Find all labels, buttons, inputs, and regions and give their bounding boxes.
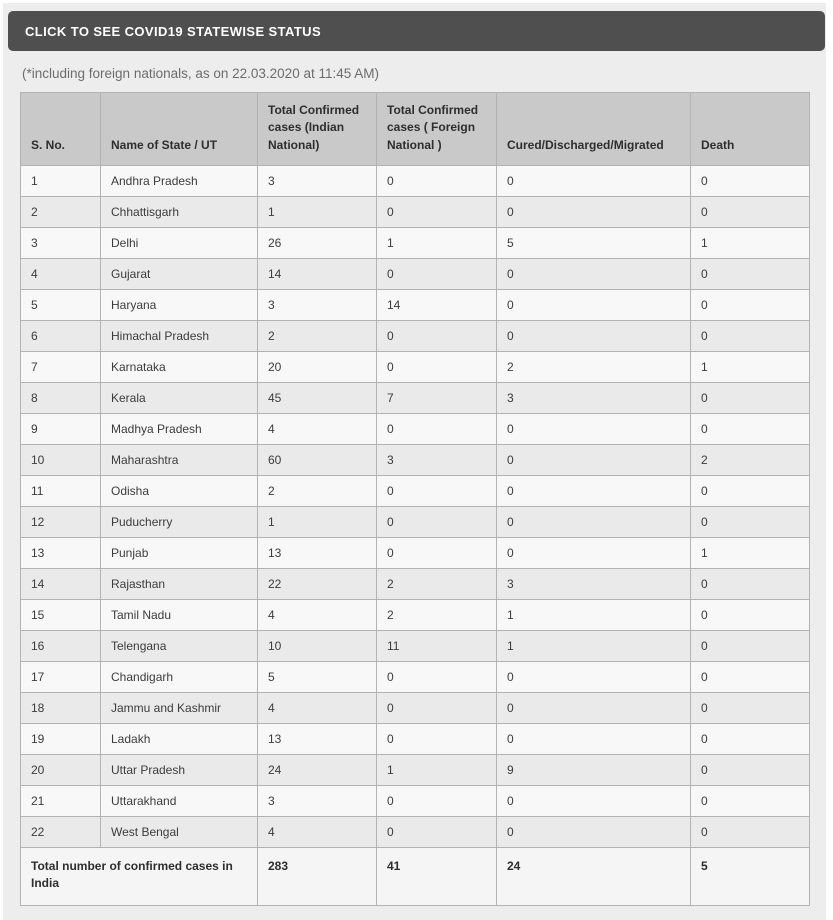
death-cell: 0: [691, 693, 810, 724]
confirmed-foreign-cell: 0: [377, 538, 497, 569]
table-header-row: [21, 93, 810, 166]
confirmed-foreign-cell: 7: [377, 383, 497, 414]
death-cell: 0: [691, 817, 810, 848]
serial-cell: 8: [21, 383, 101, 414]
state-name-cell: Uttarakhand: [101, 786, 258, 817]
serial-cell: 6: [21, 321, 101, 352]
confirmed-indian-cell: 1: [258, 197, 377, 228]
confirmed-foreign-cell: 0: [377, 507, 497, 538]
cured-cell: 0: [497, 445, 691, 476]
cured-cell: 0: [497, 290, 691, 321]
table-row: [21, 600, 810, 631]
column-header-state: Name of State / UT: [101, 93, 258, 166]
table-row: [21, 290, 810, 321]
death-cell: 0: [691, 662, 810, 693]
confirmed-foreign-cell: 0: [377, 662, 497, 693]
cured-cell: 0: [497, 724, 691, 755]
cured-cell: 0: [497, 507, 691, 538]
serial-cell: 17: [21, 662, 101, 693]
confirmed-foreign-cell: 11: [377, 631, 497, 662]
cured-cell: 9: [497, 755, 691, 786]
serial-cell: 14: [21, 569, 101, 600]
death-cell: 1: [691, 352, 810, 383]
column-header-serial: S. No.: [21, 93, 101, 166]
state-name-cell: Jammu and Kashmir: [101, 693, 258, 724]
confirmed-indian-cell: 26: [258, 228, 377, 259]
death-cell: 0: [691, 786, 810, 817]
table-row: [21, 197, 810, 228]
serial-cell: 12: [21, 507, 101, 538]
table-row: [21, 755, 810, 786]
confirmed-foreign-cell: 0: [377, 259, 497, 290]
table-footer: [21, 848, 810, 906]
confirmed-foreign-cell: 1: [377, 228, 497, 259]
confirmed-foreign-cell: 0: [377, 321, 497, 352]
death-cell: 0: [691, 259, 810, 290]
column-header-cured: Cured/Discharged/Migrated: [497, 93, 691, 166]
state-name-cell: Chandigarh: [101, 662, 258, 693]
confirmed-indian-cell: 4: [258, 600, 377, 631]
confirmed-indian-cell: 45: [258, 383, 377, 414]
confirmed-indian-cell: 4: [258, 693, 377, 724]
serial-cell: 22: [21, 817, 101, 848]
confirmed-indian-cell: 14: [258, 259, 377, 290]
death-cell: 0: [691, 755, 810, 786]
table-row: [21, 569, 810, 600]
table-body: [21, 166, 810, 848]
cured-cell: 3: [497, 383, 691, 414]
serial-cell: 4: [21, 259, 101, 290]
confirmed-foreign-cell: 0: [377, 166, 497, 197]
death-cell: 0: [691, 321, 810, 352]
confirmed-foreign-cell: 1: [377, 755, 497, 786]
cured-cell: 5: [497, 228, 691, 259]
table-row: [21, 786, 810, 817]
cured-cell: 0: [497, 414, 691, 445]
cured-cell: 0: [497, 259, 691, 290]
table-row: [21, 445, 810, 476]
state-name-cell: Madhya Pradesh: [101, 414, 258, 445]
cured-cell: 0: [497, 166, 691, 197]
state-name-cell: Telengana: [101, 631, 258, 662]
confirmed-foreign-cell: 3: [377, 445, 497, 476]
serial-cell: 18: [21, 693, 101, 724]
column-header-death: Death: [691, 93, 810, 166]
confirmed-foreign-cell: 0: [377, 476, 497, 507]
serial-cell: 11: [21, 476, 101, 507]
serial-cell: 9: [21, 414, 101, 445]
table-row: [21, 693, 810, 724]
cured-cell: 2: [497, 352, 691, 383]
serial-cell: 10: [21, 445, 101, 476]
confirmed-foreign-cell: 0: [377, 724, 497, 755]
serial-cell: 21: [21, 786, 101, 817]
death-cell: 0: [691, 414, 810, 445]
table-row: [21, 631, 810, 662]
death-cell: 2: [691, 445, 810, 476]
confirmed-indian-cell: 3: [258, 786, 377, 817]
confirmed-indian-cell: 20: [258, 352, 377, 383]
serial-cell: 5: [21, 290, 101, 321]
serial-cell: 19: [21, 724, 101, 755]
state-name-cell: Rajasthan: [101, 569, 258, 600]
state-name-cell: Delhi: [101, 228, 258, 259]
state-name-cell: Himachal Pradesh: [101, 321, 258, 352]
total-cured-cell: 24: [497, 848, 691, 906]
cured-cell: 3: [497, 569, 691, 600]
confirmed-indian-cell: 2: [258, 476, 377, 507]
confirmed-foreign-cell: 0: [377, 197, 497, 228]
serial-cell: 1: [21, 166, 101, 197]
table-row: [21, 414, 810, 445]
cured-cell: 0: [497, 817, 691, 848]
cured-cell: 0: [497, 197, 691, 228]
death-cell: 0: [691, 631, 810, 662]
table-row: [21, 507, 810, 538]
confirmed-foreign-cell: 14: [377, 290, 497, 321]
state-name-cell: Haryana: [101, 290, 258, 321]
death-cell: 1: [691, 538, 810, 569]
serial-cell: 2: [21, 197, 101, 228]
cured-cell: 0: [497, 786, 691, 817]
confirmed-indian-cell: 3: [258, 166, 377, 197]
confirmed-indian-cell: 3: [258, 290, 377, 321]
column-header-confirmed-indian: Total Confirmed cases (Indian National): [258, 93, 377, 166]
death-cell: 0: [691, 197, 810, 228]
table-row: [21, 259, 810, 290]
state-name-cell: Tamil Nadu: [101, 600, 258, 631]
confirmed-indian-cell: 24: [258, 755, 377, 786]
total-confirmed-indian-cell: 283: [258, 848, 377, 906]
state-name-cell: Kerala: [101, 383, 258, 414]
confirmed-foreign-cell: 0: [377, 817, 497, 848]
state-name-cell: Odisha: [101, 476, 258, 507]
table-header: [21, 93, 810, 166]
confirmed-foreign-cell: 0: [377, 414, 497, 445]
table-row: [21, 817, 810, 848]
table-row: [21, 538, 810, 569]
total-row: [21, 848, 810, 906]
cured-cell: 0: [497, 476, 691, 507]
confirmed-indian-cell: 10: [258, 631, 377, 662]
state-name-cell: Maharashtra: [101, 445, 258, 476]
cured-cell: 0: [497, 321, 691, 352]
total-label-cell: Total number of confirmed cases in India: [21, 848, 258, 906]
death-cell: 0: [691, 383, 810, 414]
table-row: [21, 724, 810, 755]
cured-cell: 0: [497, 693, 691, 724]
total-confirmed-foreign-cell: 41: [377, 848, 497, 906]
serial-cell: 3: [21, 228, 101, 259]
state-name-cell: West Bengal: [101, 817, 258, 848]
cured-cell: 1: [497, 631, 691, 662]
death-cell: 0: [691, 476, 810, 507]
confirmed-indian-cell: 60: [258, 445, 377, 476]
serial-cell: 13: [21, 538, 101, 569]
column-header-confirmed-foreign: Total Confirmed cases ( Foreign National ): [377, 93, 497, 166]
table-row: [21, 352, 810, 383]
confirmed-indian-cell: 2: [258, 321, 377, 352]
cured-cell: 0: [497, 662, 691, 693]
serial-cell: 16: [21, 631, 101, 662]
death-cell: 0: [691, 569, 810, 600]
state-name-cell: Ladakh: [101, 724, 258, 755]
confirmed-indian-cell: 4: [258, 817, 377, 848]
death-cell: 0: [691, 290, 810, 321]
death-cell: 0: [691, 507, 810, 538]
state-name-cell: Punjab: [101, 538, 258, 569]
total-death-cell: 5: [691, 848, 810, 906]
state-name-cell: Chhattisgarh: [101, 197, 258, 228]
state-name-cell: Uttar Pradesh: [101, 755, 258, 786]
serial-cell: 20: [21, 755, 101, 786]
confirmed-foreign-cell: 0: [377, 693, 497, 724]
state-name-cell: Andhra Pradesh: [101, 166, 258, 197]
content-panel: [3, 3, 826, 920]
confirmed-foreign-cell: 0: [377, 352, 497, 383]
confirmed-indian-cell: 1: [258, 507, 377, 538]
table-row: [21, 662, 810, 693]
confirmed-indian-cell: 13: [258, 724, 377, 755]
death-cell: 1: [691, 228, 810, 259]
confirmed-foreign-cell: 2: [377, 569, 497, 600]
serial-cell: 7: [21, 352, 101, 383]
state-name-cell: Karnataka: [101, 352, 258, 383]
confirmed-foreign-cell: 2: [377, 600, 497, 631]
table-caption-note: (*including foreign nationals, as on 22.03.2020 at 11:45 AM): [22, 66, 379, 81]
table-row: [21, 321, 810, 352]
death-cell: 0: [691, 724, 810, 755]
table-row: [21, 166, 810, 197]
death-cell: 0: [691, 600, 810, 631]
confirmed-indian-cell: 5: [258, 662, 377, 693]
cured-cell: 0: [497, 538, 691, 569]
cured-cell: 1: [497, 600, 691, 631]
serial-cell: 15: [21, 600, 101, 631]
covid-statewise-table: [20, 92, 810, 906]
table-row: [21, 228, 810, 259]
confirmed-indian-cell: 4: [258, 414, 377, 445]
death-cell: 0: [691, 166, 810, 197]
table-row: [21, 476, 810, 507]
table-row: [21, 383, 810, 414]
confirmed-indian-cell: 13: [258, 538, 377, 569]
state-name-cell: Puducherry: [101, 507, 258, 538]
confirmed-indian-cell: 22: [258, 569, 377, 600]
confirmed-foreign-cell: 0: [377, 786, 497, 817]
state-name-cell: Gujarat: [101, 259, 258, 290]
covid-status-toggle-button[interactable]: CLICK TO SEE COVID19 STATEWISE STATUS: [8, 11, 825, 51]
